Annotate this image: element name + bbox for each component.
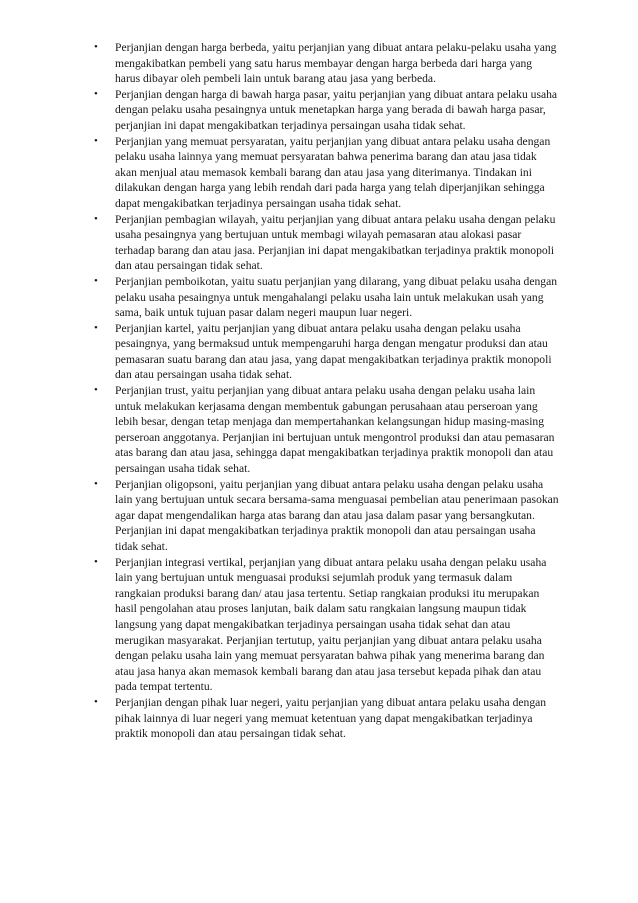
list-item [88, 477, 560, 555]
list-item [88, 695, 560, 742]
list-item [88, 134, 560, 212]
list-item-text: Perjanjian oligopsoni, yaitu perjanjian yang dibuat antara pelaku usaha dengan pelaku usaha lain yang bertujuan untuk secara bersama-sama menguasai pembelian atau penerimaan pasokan agar dapat mengendalikan harga atas barang dan atau jasa dalam pasar yang bersangkutan. Perjanjian ini dapat mengakibatkan terjadinya praktik monopoli dan atau persaingan usaha tidak sehat. [115, 477, 559, 553]
bullet-list [88, 40, 560, 742]
list-item [88, 383, 560, 477]
bullet-icon: • [94, 384, 98, 397]
bullet-icon: • [94, 274, 98, 287]
bullet-icon: • [94, 477, 98, 490]
bullet-icon: • [94, 555, 98, 568]
list-item [88, 555, 560, 695]
bullet-icon: • [94, 134, 98, 147]
list-item [88, 40, 560, 87]
list-item [88, 87, 560, 134]
bullet-icon: • [94, 695, 98, 708]
list-item-text: Perjanjian dengan harga di bawah harga pasar, yaitu perjanjian yang dibuat antara pelaku usaha dengan pelaku usaha pesaingnya untuk menetapkan harga yang berada di bawah harga pasar, perjanjian ini dapat mengakibatkan terjadinya persaingan usaha tidak sehat. [115, 87, 558, 132]
list-item-text: Perjanjian kartel, yaitu perjanjian yang dibuat antara pelaku usaha dengan pelaku usaha pesaingnya, yang bermaksud untuk mempengaruhi harga dengan mengatur produksi dan atau pemasaran suatu barang dan atau jasa, yang dapat mengakibatkan terjadinya praktik monopoli dan atau persaingan usaha tidak sehat. [115, 321, 552, 382]
list-item-text: Perjanjian yang memuat persyaratan, yaitu perjanjian yang dibuat antara pelaku usaha dengan pelaku usaha lainnya yang memuat persyaratan bahwa penerima barang dan atau jasa tidak akan menjual atau memasok kembali barang dan atau jasa yang diterimanya. Tindakan ini dilakukan dengan harga yang lebih rendah dari pada harga yang telah diperjanjikan sehingga dapat mengakibatkan terjadinya persaingan usaha tidak sehat. [115, 134, 551, 210]
list-item-text: Perjanjian pembagian wilayah, yaitu perjanjian yang dibuat antara pelaku usaha dengan pelaku usaha pesaingnya yang bertujuan untuk membagi wilayah pemasaran atau alokasi pasar terhadap barang dan atau jasa. Perjanjian ini dapat mengakibatkan terjadinya praktik monopoli dan atau persaingan tidak sehat. [115, 212, 556, 273]
list-item-text: Perjanjian dengan pihak luar negeri, yaitu perjanjian yang dibuat antara pelaku usaha dengan pihak lainnya di luar negeri yang memuat ketentuan yang dapat mengakibatkan terjadinya praktik monopoli dan atau persaingan tidak sehat. [115, 695, 547, 741]
bullet-icon: • [94, 87, 98, 100]
list-item-text: Perjanjian pemboikotan, yaitu suatu perjanjian yang dilarang, yang dibuat pelaku usaha dengan pelaku usaha pesaingnya untuk mengahalangi pelaku usaha lain untuk melakukan usah yang sama, baik untuk tujuan pasar dalam negeri maupun luar negeri. [115, 274, 558, 320]
list-item-text: Perjanjian integrasi vertikal, perjanjian yang dibuat antara pelaku usaha dengan pelaku usaha lain yang bertujuan untuk menguasai produksi sejumlah produk yang termasuk dalam rangkaian produksi barang dan/ atau jasa tertentu. Setiap rangkaian produksi itu merupakan hasil pengolahan atau proses lanjutan, baik dalam satu rangkaian langsung maupun tidak langsung yang dapat mengakibatkan terjadinya persaingan usaha tidak sehat dan atau merugikan masyarakat. Perjanjian tertutup, yaitu perjanjian yang dibuat antara pelaku usaha dengan pelaku usaha lain yang memuat persyaratan bahwa pihak yang menerima barang dan atau jasa hanya akan memasok kembali barang dan atau jasa tersebut kepada pihak dan atau pada tempat tertentu. [115, 555, 547, 694]
list-item-text: Perjanjian trust, yaitu perjanjian yang dibuat antara pelaku usaha dengan pelaku usaha lain untuk melakukan kerjasama dengan membentuk gabungan perusahaan atau perseroan yang lebih besar, dengan tetap menjaga dan mempertahankan kelangsungan hidup masing-masing perseroan anggotanya. Perjanjian ini bertujuan untuk mengontrol produksi dan atau pemasaran atas barang dan atau jasa, sehingga dapat mengakibatkan terjadinya praktik monopoli dan atau persaingan usaha tidak sehat. [115, 384, 555, 476]
bullet-icon: • [94, 321, 98, 334]
list-item [88, 212, 560, 274]
bullet-icon: • [94, 212, 98, 225]
list-item [88, 321, 560, 383]
list-item-text: Perjanjian dengan harga berbeda, yaitu perjanjian yang dibuat antara pelaku-pelaku usaha yang mengakibatkan pembeli yang satu harus membayar dengan harga berbeda dari harga yang harus dibayar oleh pembeli lain untuk barang atau jasa yang berbeda. [115, 41, 557, 86]
list-item [88, 274, 560, 321]
bullet-icon: • [94, 41, 98, 53]
